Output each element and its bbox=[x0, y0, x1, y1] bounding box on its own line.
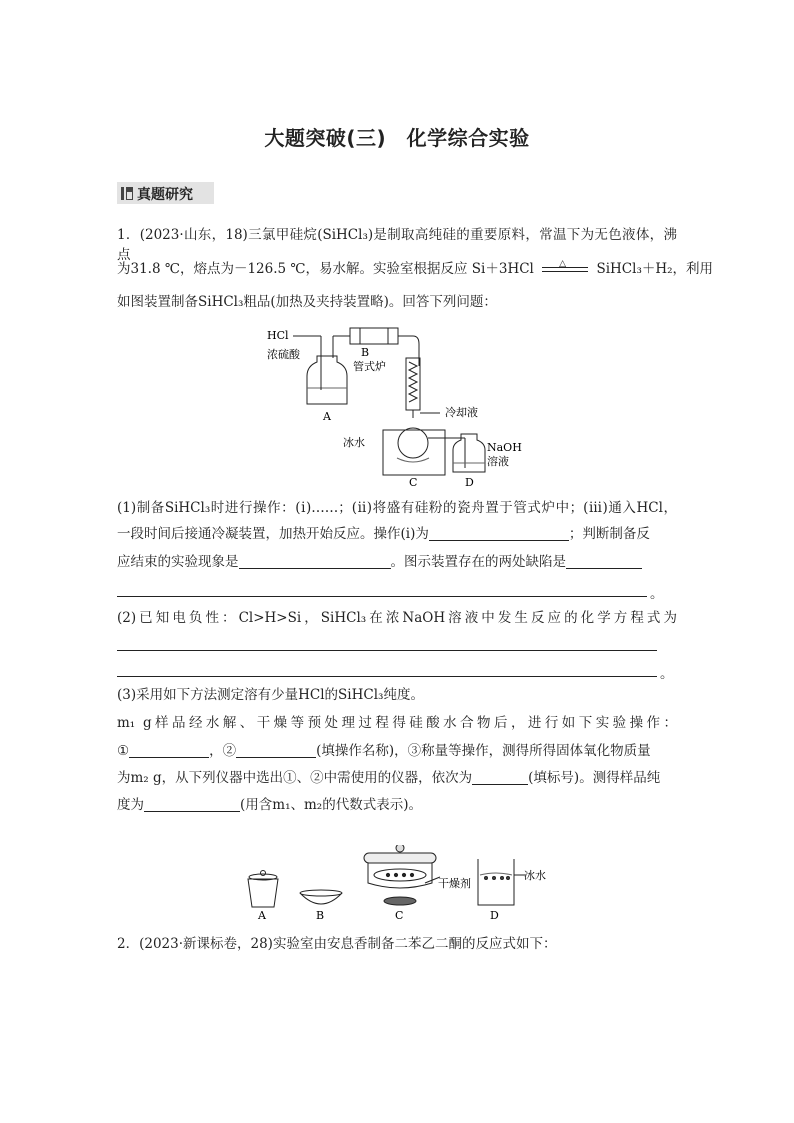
q1-part3-line-4b: (填标号)。测得样品纯 bbox=[528, 770, 661, 786]
q1-part1-line-3a: 应结束的实验现象是 bbox=[117, 554, 239, 570]
q1-part1-line-1: (1)制备SiHCl₃时进行操作：(ⅰ)……；(ⅱ)将盛有硅粉的瓷舟置于管式炉中；(ⅲ)通入HCl， bbox=[117, 500, 677, 516]
heat-equilibrium-arrow-icon bbox=[542, 261, 588, 275]
answer-blank-operation-1[interactable] bbox=[129, 743, 209, 758]
label-instrument-d: D bbox=[490, 909, 499, 922]
answer-line-equation-2[interactable] bbox=[117, 676, 657, 677]
label-instrument-c: C bbox=[395, 909, 404, 922]
answer-line-equation-1[interactable] bbox=[117, 650, 657, 651]
page-title: 大题突破(三) 化学综合实验 bbox=[264, 126, 530, 150]
q1-part3-line-3 bbox=[117, 741, 651, 761]
label-a: A bbox=[323, 410, 331, 423]
q1-part1-line-2a: 一段时间后接通冷凝装置，加热开始反应。操作(ⅰ)为 bbox=[117, 526, 429, 542]
label-naoh: NaOH bbox=[487, 441, 522, 454]
q1-part3-line-4a: 为m₂ g，从下列仪器中选出①、②中需使用的仪器，依次为 bbox=[117, 770, 473, 786]
section-heading-label: 真题研究 bbox=[137, 187, 193, 203]
bottle-a-icon bbox=[307, 356, 347, 404]
label-solution: 溶液 bbox=[487, 455, 509, 468]
label-hcl: HCl bbox=[267, 329, 289, 342]
q2-line-1: 2．(2023·新课标卷，28)实验室由安息香制备二苯乙二酮的反应式如下： bbox=[117, 936, 557, 952]
beaker-d-icon bbox=[478, 859, 514, 905]
label-coolant: 冷却液 bbox=[445, 406, 478, 419]
answer-blank-operation-i[interactable] bbox=[429, 526, 569, 541]
q1-part3-line-3b: ，② bbox=[209, 743, 237, 759]
q1-part1-line-2b: ；判断制备反 bbox=[568, 526, 650, 542]
q1-part1-line-2 bbox=[117, 524, 650, 544]
desiccator-c-icon bbox=[364, 853, 436, 863]
q1-part3-line-1: (3)采用如下方法测定溶有少量HCl的SiHCl₃纯度。 bbox=[117, 687, 424, 703]
heat-symbol: △ bbox=[559, 259, 567, 269]
q1-part1-line-3 bbox=[117, 552, 642, 572]
period-mark-1: 。 bbox=[650, 586, 664, 602]
label-ice: 冰水 bbox=[343, 436, 365, 449]
q1-part3-line-2: m₁ g样品经水解、干燥等预处理过程得硅酸水合物后，进行如下实验操作： bbox=[117, 715, 677, 731]
label-instrument-a: A bbox=[258, 909, 266, 922]
label-desiccant: 干燥剂 bbox=[438, 877, 471, 890]
q1-part1-line-3b: 。图示装置存在的两处缺陷是 bbox=[390, 554, 566, 570]
section-heading bbox=[117, 182, 214, 204]
q1-line-2-pre: 为31.8 ℃，熔点为－126.5 ℃，易水解。实验室根据反应 Si＋3HCl bbox=[117, 261, 534, 277]
q1-part2-line-1: (2)已知电负性：Cl>H>Si，SiHCl₃在浓NaOH溶液中发生反应的化学方程式为 bbox=[117, 610, 677, 626]
q1-line-2 bbox=[117, 259, 713, 279]
q1-part3-line-5 bbox=[117, 795, 422, 815]
answer-blank-defects[interactable] bbox=[566, 554, 642, 569]
label-c: C bbox=[409, 476, 418, 488]
answer-blank-instruments[interactable] bbox=[472, 770, 528, 785]
label-furnace: 管式炉 bbox=[353, 360, 386, 373]
q1-line-2-post: SiHCl₃＋H₂，利用 bbox=[596, 261, 714, 277]
flask-c-icon bbox=[398, 428, 428, 458]
q1-part3-line-5b: (用含m₁、m₂的代数式表示)。 bbox=[240, 797, 422, 813]
label-b: B bbox=[361, 346, 370, 359]
label-d: D bbox=[465, 476, 474, 488]
label-instrument-b: B bbox=[316, 909, 325, 922]
answer-line-defects-continued[interactable] bbox=[117, 596, 647, 597]
bottle-d-icon bbox=[453, 434, 485, 472]
q1-line-1: 1．(2023·山东，18)三氯甲硅烷(SiHCl₃)是制取高纯硅的重要原料，常温下为无色液体，沸点 bbox=[117, 227, 677, 263]
crucible-a-icon bbox=[248, 879, 278, 907]
figure-instruments bbox=[240, 845, 560, 925]
label-acid: 浓硫酸 bbox=[267, 348, 300, 361]
q1-line-3: 如图装置制备SiHCl₃粗品(加热及夹持装置略)。回答下列问题： bbox=[117, 294, 497, 310]
q1-part3-line-3c: (填操作名称)，③称量等操作，测得所得固体氧化物质量 bbox=[316, 743, 651, 759]
figure-apparatus-1 bbox=[265, 318, 535, 488]
label-ice-water: 冰水 bbox=[524, 869, 546, 882]
answer-blank-end-phenomenon[interactable] bbox=[239, 554, 391, 569]
ice-bath-c-icon bbox=[383, 430, 445, 475]
period-mark-2: 。 bbox=[660, 666, 674, 682]
q1-part3-line-4 bbox=[117, 768, 660, 788]
answer-blank-operation-2[interactable] bbox=[236, 743, 316, 758]
answer-blank-purity[interactable] bbox=[144, 797, 240, 812]
q1-part3-line-5a: 度为 bbox=[117, 797, 144, 813]
tube-furnace-b-icon bbox=[350, 328, 398, 344]
q1-part3-line-3a: ① bbox=[117, 743, 130, 759]
